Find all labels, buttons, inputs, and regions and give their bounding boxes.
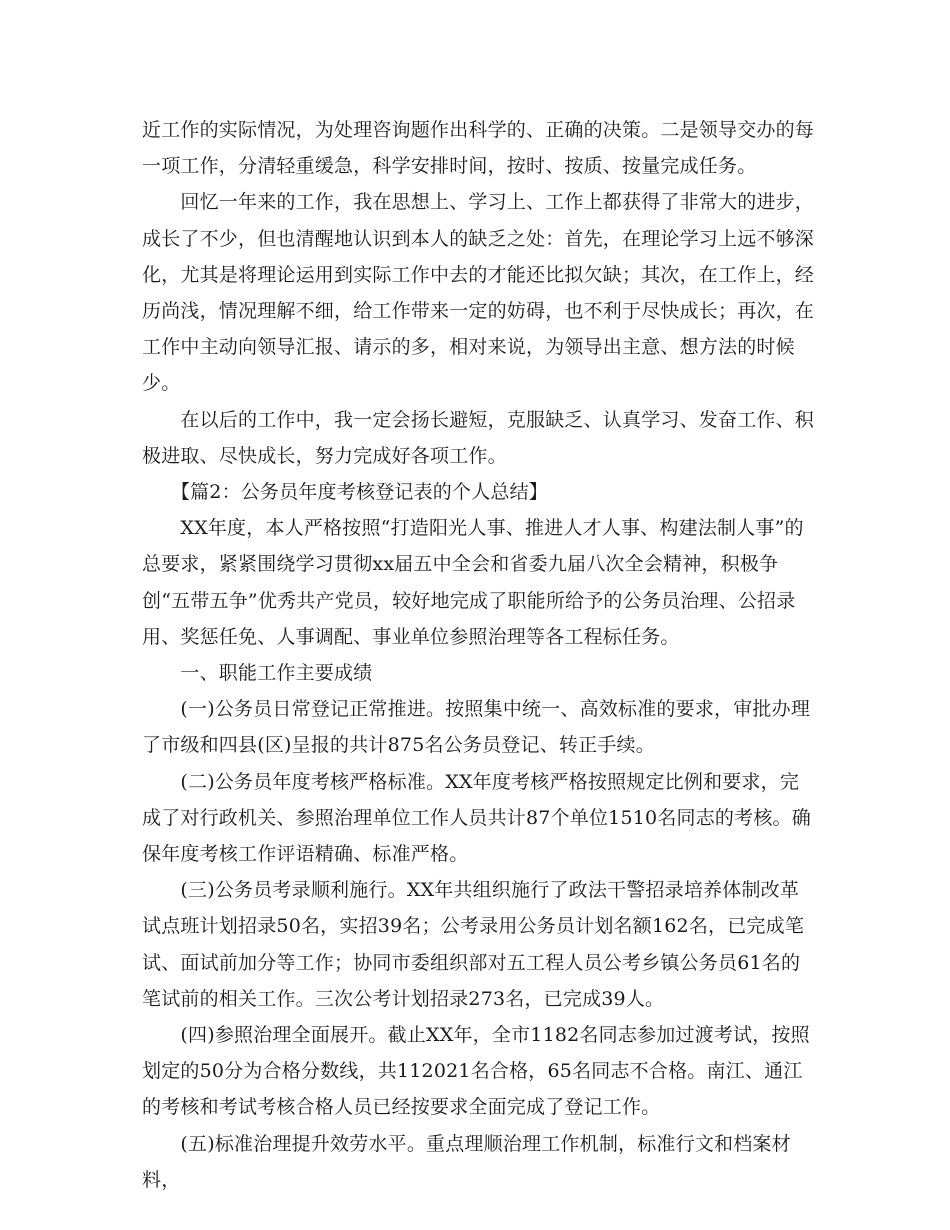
paragraph-work-situation: 近工作的实际情况，为处理咨询题作出科学的、正确的决策。二是领导交办的每一项工作，分清轻重缓急，科学安排时间，按时、按质、按量完成任务。 [142, 119, 815, 178]
paragraph-annual-overview: XX年度，本人严格按照“打造阳光人事、推进人才人事、构建法制人事”的总要求，紧紧围绕学习贯彻xx届五中全会和省委九届八次全会精神，积极争创“五带五争”优秀共产党员，较好地完成了职能所给予的公务员治理、公招录用、奖惩任免、人事调配、事业单位参照治理等各工程标任务。 [142, 517, 804, 648]
paragraph-item-3: (三)公务员考录顺利施行。XX年共组织施行了政法干警招录培养体制改革试点班计划招录50名，实招39名；公考录用公务员计划名额162名，已完成笔试、面试前加分等工作；协同市委组织部对五工程人员公考乡镇公务员61名的笔试前的相关工作。三次公考计划招录273名，已完成39人。 [142, 879, 805, 1010]
paragraph-self-review: 回忆一年来的工作，我在思想上、学习上、工作上都获得了非常大的进步，成长了不少，但也清醒地认识到本人的缺乏之处：首先，在理论学习上远不够深化，尤其是将理论运用到实际工作中去的才能还比拟欠缺；其次，在工作上，经历尚浅，情况理解不细，给工作带来一定的妨碍，也不利于尽快成长；再次，在工作中主动向领导汇报、请示的多，相对来说，为领导出主意、想方法的时候少。 [142, 191, 815, 395]
paragraph-item-5: (五)标准治理提升效劳水平。重点理顺治理工作机制，标准行文和档案材料， [142, 1132, 791, 1191]
paragraph-item-2: (二)公务员年度考核严格标准。XX年度考核严格按照规定比例和要求，完成了对行政机关、参照治理单位工作人员共计87个单位1510名同志的考核。确保年度考核工作评语精确、标准严格。 [142, 770, 811, 866]
paragraph-item-1: (一)公务员日常登记正常推进。按照集中统一、高效标准的要求，审批办理了市级和四县(区)呈报的共计875名公务员登记、转正手续。 [142, 698, 811, 757]
section-heading-part-2: 【篇2：公务员年度考核登记表的个人总结】 [142, 481, 548, 504]
document-body [142, 112, 814, 1198]
paragraph-item-4: (四)参照治理全面展开。截止XX年，全市1182名同志参加过渡考试，按照划定的50分为合格分数线，共112021名合格，65名同志不合格。南江、通江的考核和考试考核合格人员已经按要求全面完成了登记工作。 [142, 1024, 810, 1119]
subheading-main-achievements: 一、职能工作主要成绩 [142, 662, 373, 685]
paragraph-future-plan: 在以后的工作中，我一定会扬长避短，克服缺乏、认真学习、发奋工作、积极进取、尽快成长，努力完成好各项工作。 [142, 408, 815, 467]
